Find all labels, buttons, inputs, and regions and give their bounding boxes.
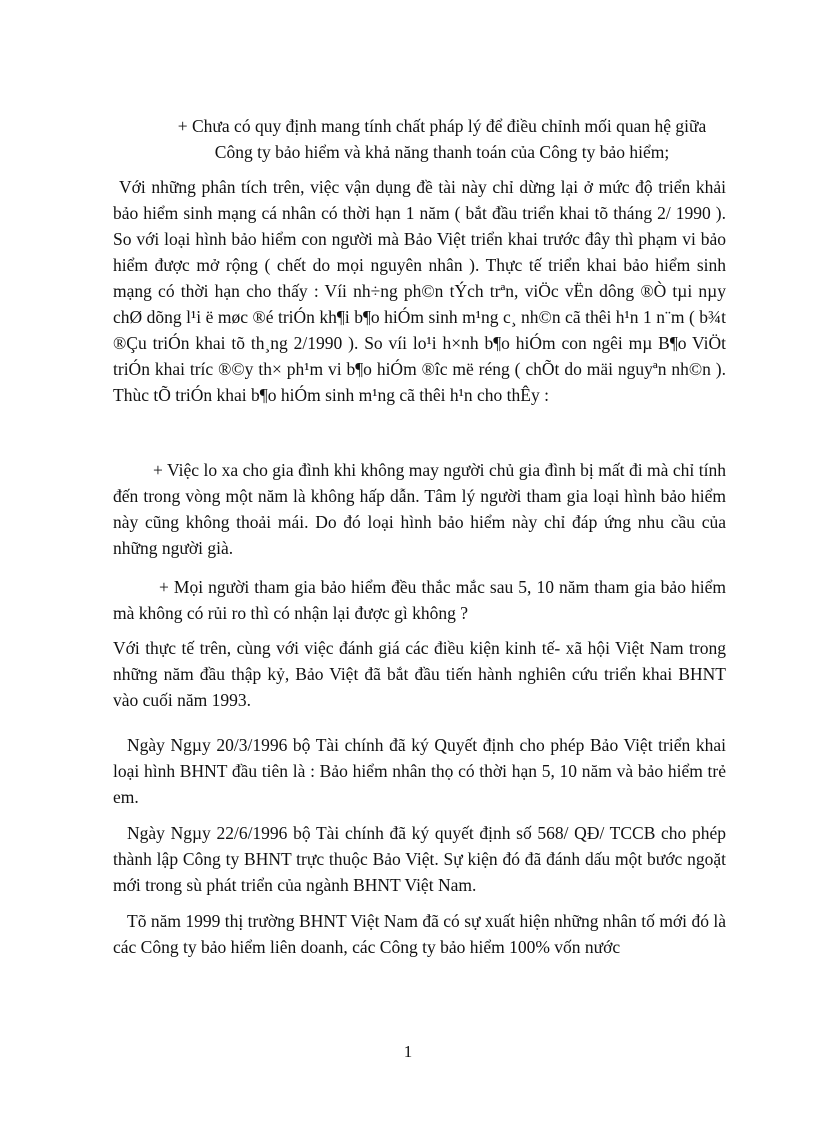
page-number: 1 — [403, 1042, 413, 1061]
paragraph-analysis: Với những phân tích trên, việc vận dụng đề tài này chỉ dừng lại ở mức độ triển khải bảo hiểm sinh mạng cá nhân có thời hạn 1 năm ( bắt đầu triển khai tõ tháng 2/ 1990 ). So với loại hình bảo hiểm con người mà Bảo Việt triển khai trước đây thì phạm vi bảo hiểm được mở rộng ( chết do mọi nguyên nhân ). Thực tế triển khai bảo hiểm sinh mạng có thời hạn cho thấy : Víi nh÷ng ph©n tÝch trªn, viÖc vËn dông ®Ò tµi nµy chØ dõng l¹i ë møc ®é triÓn kh¶i b¶o hiÓm sinh m¹ng c¸ nh©n cã thêi h¹n 1 n¨m ( b¾t ®Çu triÓn khai tõ th¸ng 2/1990 ). So víi lo¹i h×nh b¶o hiÓm con ngêi mµ B¶o ViÖt triÓn khai tríc ®©y th× ph¹m vi b¶o hiÓm ®îc më réng ( chÕt do mäi nguyªn nh©n ). Thùc tÕ triÓn khai b¶o hiÓm sinh m¹ng cã thêi h¹n cho thÊy : — [113, 177, 726, 405]
paragraph-decision-1996-june: Ngày Ngµy 22/6/1996 bộ Tài chính đã ký quyết định số 568/ QĐ/ TCCB cho phép thành lập Công ty BHNT trực thuộc Bảo Việt. Sự kiện đó đã đánh dấu một bước ngoặt mới trong sù phát triển của ngành BHNT Việt Nam. — [113, 823, 726, 895]
paragraph-decision-1996-march: Ngày Ngµy 20/3/1996 bộ Tài chính đã ký Quyết định cho phép Bảo Việt triển khai loại hình BHNT đầu tiên là : Bảo hiểm nhân thọ có thời hạn 5, 10 năm và bảo hiểm trẻ em. — [113, 735, 726, 807]
paragraph-return-question: + Mọi người tham gia bảo hiểm đều thắc mắc sau 5, 10 năm tham gia bảo hiểm mà không có rủi ro thì có nhận lại được gì không ? — [113, 577, 726, 623]
paragraph-worry-family: + Việc lo xa cho gia đình khi không may người chủ gia đình bị mất đi mà chỉ tính đến trong vòng một năm là không hấp dẫn. Tâm lý người tham gia loại hình bảo hiểm này cũng không thoải mái. Do đó loại hình bảo hiểm này chỉ đáp ứng nhu cầu của những người già. — [113, 460, 726, 558]
paragraph-market-1999: Tõ năm 1999 thị trường BHNT Việt Nam đã có sự xuất hiện những nhân tố mới đó là các Công ty bảo hiểm liên doanh, các Công ty bảo hiểm 100% vốn nước — [113, 911, 726, 957]
paragraph-legal-gap: + Chưa có quy định mang tính chất pháp lý để điều chỉnh mối quan hệ giữa Công ty bảo hiểm và khả năng thanh toán của Công ty bảo hiểm; — [177, 116, 707, 162]
paragraph-research: Với thực tế trên, cùng với việc đánh giá các điều kiện kinh tế- xã hội Việt Nam trong những năm đầu thập kỷ, Bảo Việt đã bắt đầu tiến hành nghiên cứu triển khai BHNT vào cuối năm 1993. — [113, 638, 726, 710]
